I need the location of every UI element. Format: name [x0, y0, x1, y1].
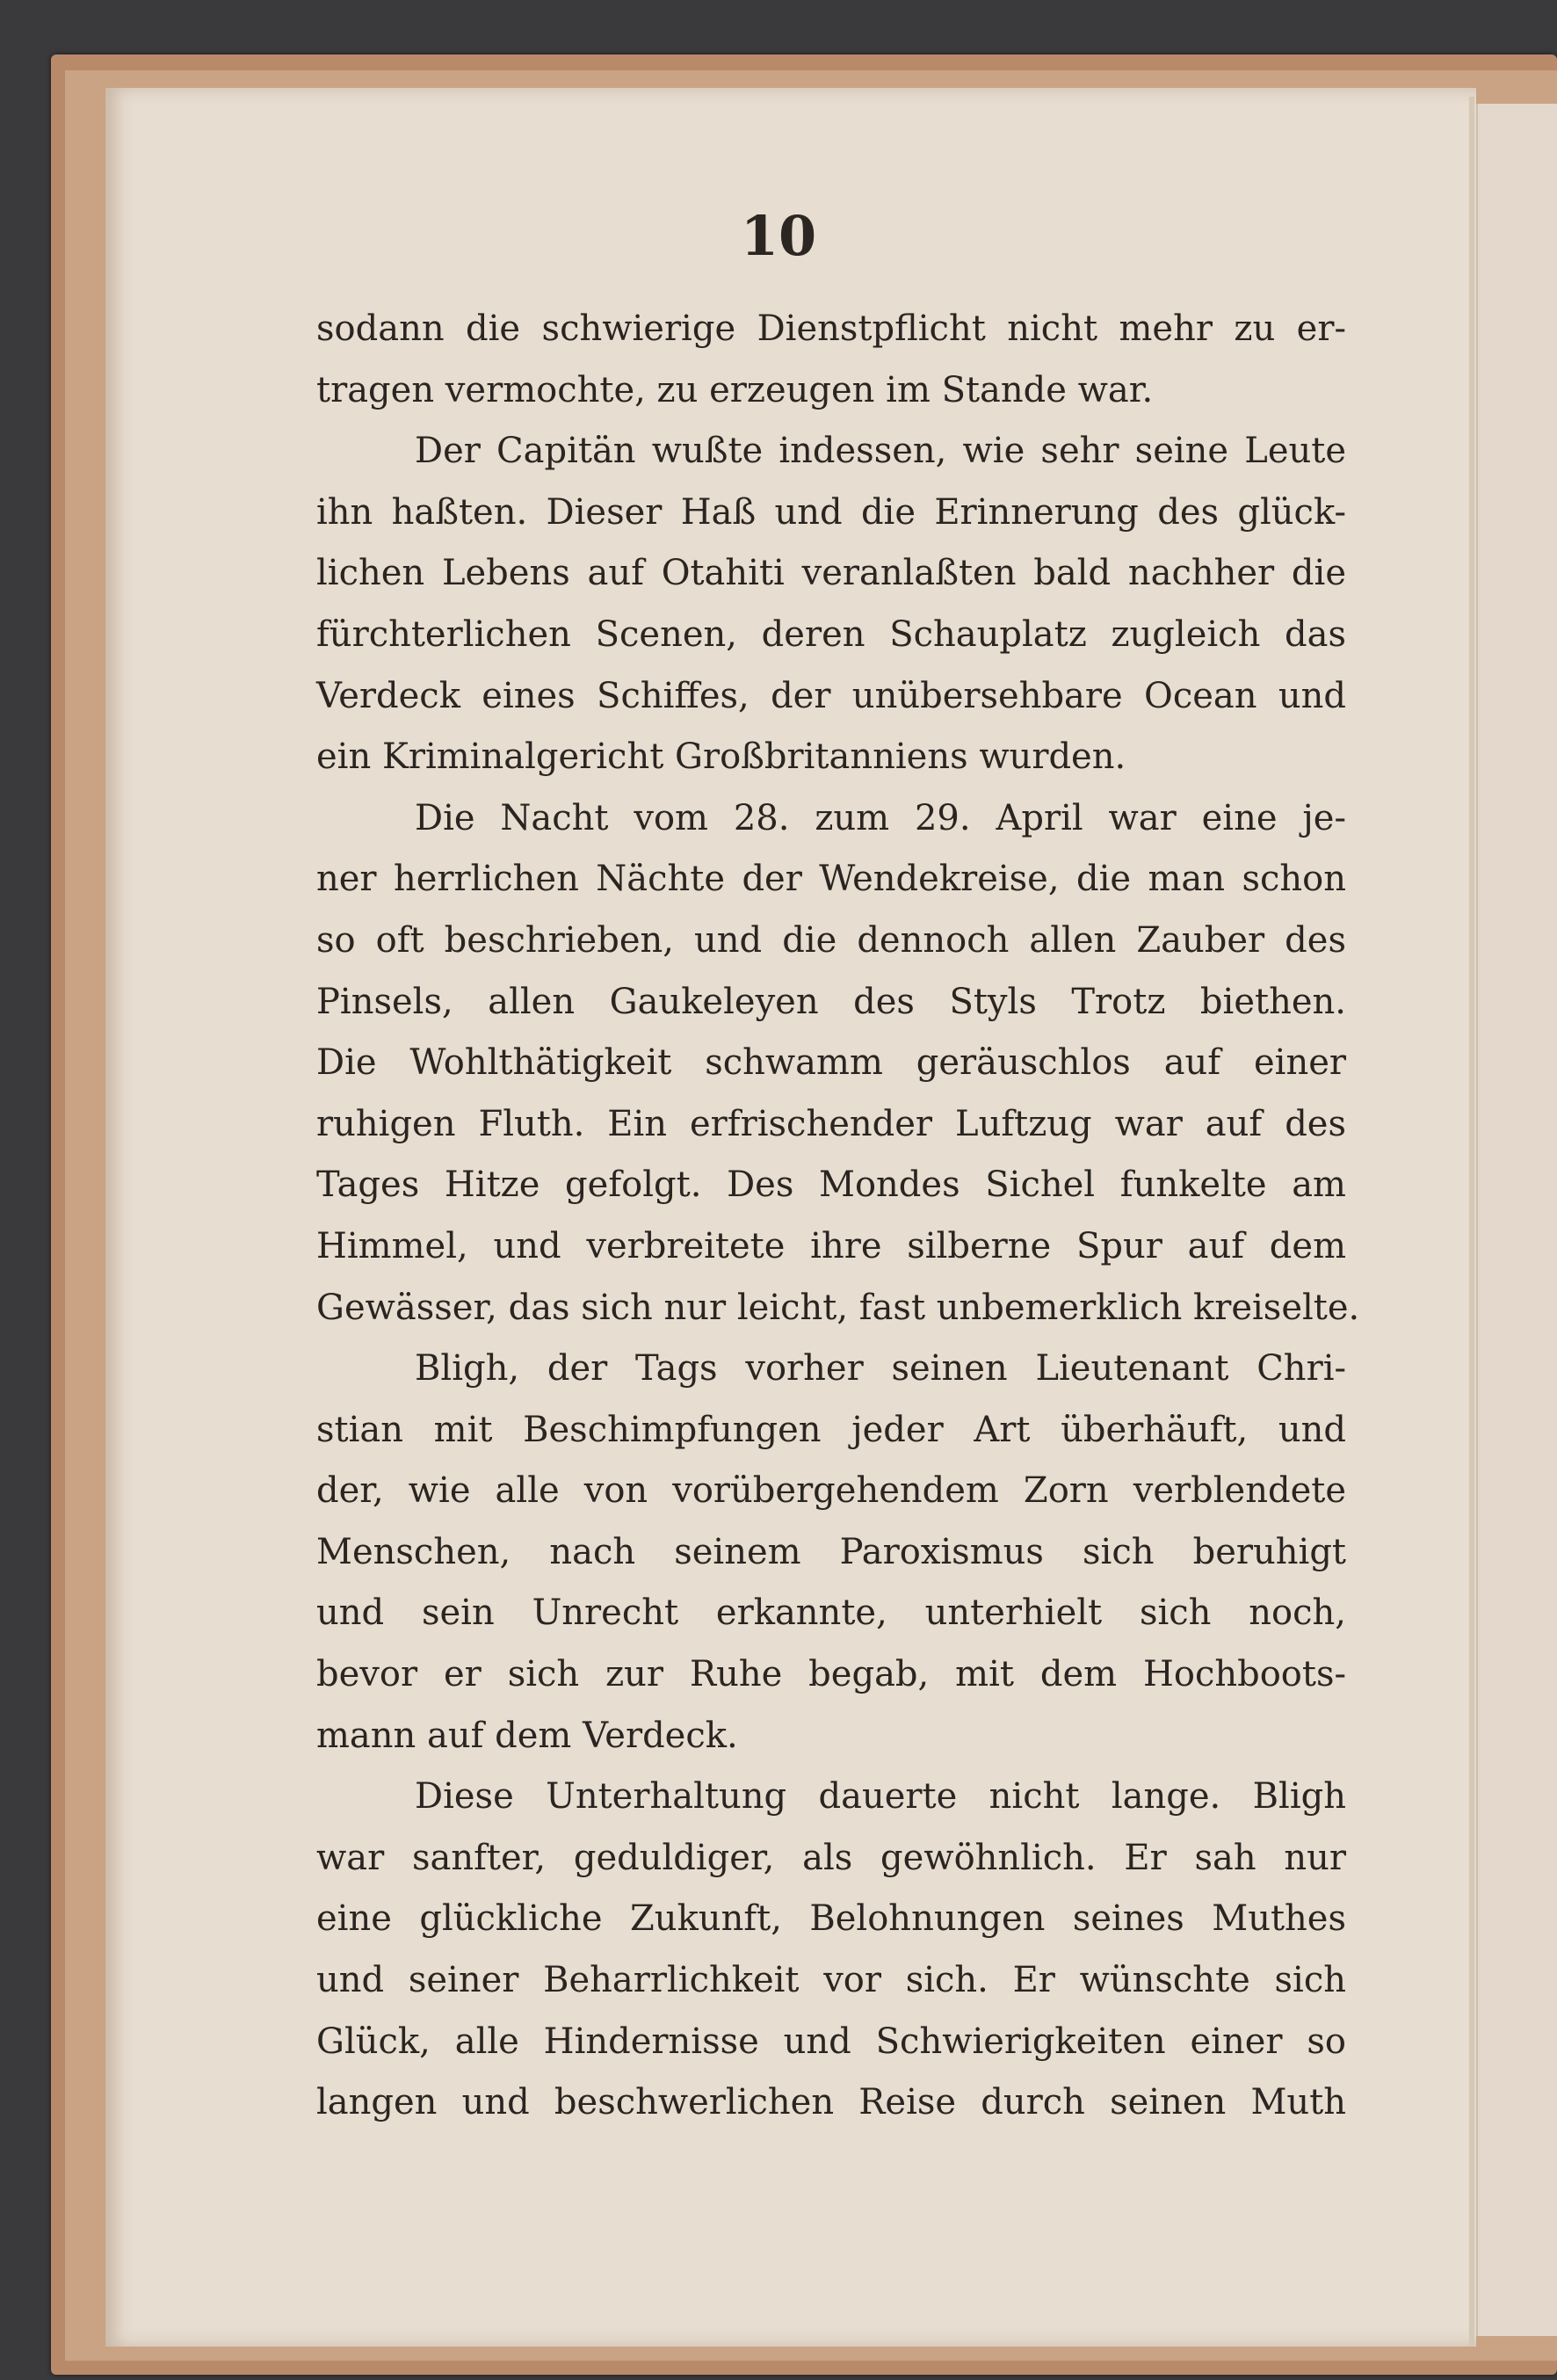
- text-line: eine glückliche Zukunft, Belohnungen seines Muthes: [316, 1898, 1346, 1940]
- text-line: ein Kriminalgericht Großbritanniens wurden.: [316, 736, 1126, 778]
- text-line: sodann die schwierige Dienstpflicht nicht mehr zu er-: [316, 308, 1346, 349]
- text-line: Himmel, und verbreitete ihre silberne Spur auf dem: [316, 1225, 1346, 1266]
- facing-page-edge: [1476, 104, 1557, 2336]
- text-line: Tages Hitze gefolgt. Des Mondes Sichel funkelte am: [316, 1165, 1346, 1206]
- page-fold-edge: [1469, 97, 1474, 2347]
- text-line: ner herrlichen Nächte der Wendekreise, die man schon: [316, 859, 1346, 900]
- text-line: tragen vermochte, zu erzeugen im Stande war.: [316, 369, 1154, 410]
- text-line: Verdeck eines Schiffes, der unübersehbare Ocean und: [316, 675, 1346, 716]
- text-line: Die Wohlthätigkeit schwamm geräuschlos auf einer: [316, 1042, 1346, 1084]
- text-line: ruhigen Fluth. Ein erfrischender Luftzug war auf des: [316, 1103, 1346, 1144]
- text-line: der, wie alle von vorübergehendem Zorn verblendete: [316, 1470, 1346, 1512]
- page-number: 10: [740, 204, 817, 268]
- text-line: Menschen, nach seinem Paroxismus sich beruhigt: [316, 1531, 1346, 1572]
- text-line: fürchterlichen Scenen, deren Schauplatz zugleich das: [316, 613, 1346, 655]
- text-line: Glück, alle Hindernisse und Schwierigkeiten einer so: [316, 2021, 1346, 2062]
- text-line: Bligh, der Tags vorher seinen Lieutenant Chri-: [415, 1348, 1346, 1390]
- text-line: lichen Lebens auf Otahiti veranlaßten bald nachher die: [316, 553, 1346, 594]
- text-line: Der Capitän wußte indessen, wie sehr seine Leute: [415, 431, 1346, 472]
- text-line: mann auf dem Verdeck.: [316, 1715, 738, 1756]
- text-line: Die Nacht vom 28. zum 29. April war eine je-: [415, 797, 1346, 838]
- text-line: Gewässer, das sich nur leicht, fast unbemerklich kreiselte.: [316, 1287, 1360, 1328]
- text-line: so oft beschrieben, und die dennoch allen Zauber des: [316, 919, 1346, 961]
- text-line: und seiner Beharrlichkeit vor sich. Er wünschte sich: [316, 1960, 1346, 2001]
- text-line: langen und beschwerlichen Reise durch seinen Muth: [316, 2082, 1346, 2123]
- text-line: war sanfter, geduldiger, als gewöhnlich. Er sah nur: [316, 1837, 1346, 1878]
- text-line: Diese Unterhaltung dauerte nicht lange. Bligh: [415, 1776, 1346, 1818]
- text-line: bevor er sich zur Ruhe begab, mit dem Hochboots-: [316, 1654, 1346, 1695]
- text-line: und sein Unrecht erkannte, unterhielt sich noch,: [316, 1593, 1346, 1634]
- text-line: stian mit Beschimpfungen jeder Art überhäuft, und: [316, 1409, 1346, 1450]
- text-line: ihn haßten. Dieser Haß und die Erinnerung des glück-: [316, 491, 1346, 533]
- body-text: [316, 299, 1360, 2134]
- text-line: Pinsels, allen Gaukeleyen des Styls Trotz biethen.: [316, 981, 1346, 1022]
